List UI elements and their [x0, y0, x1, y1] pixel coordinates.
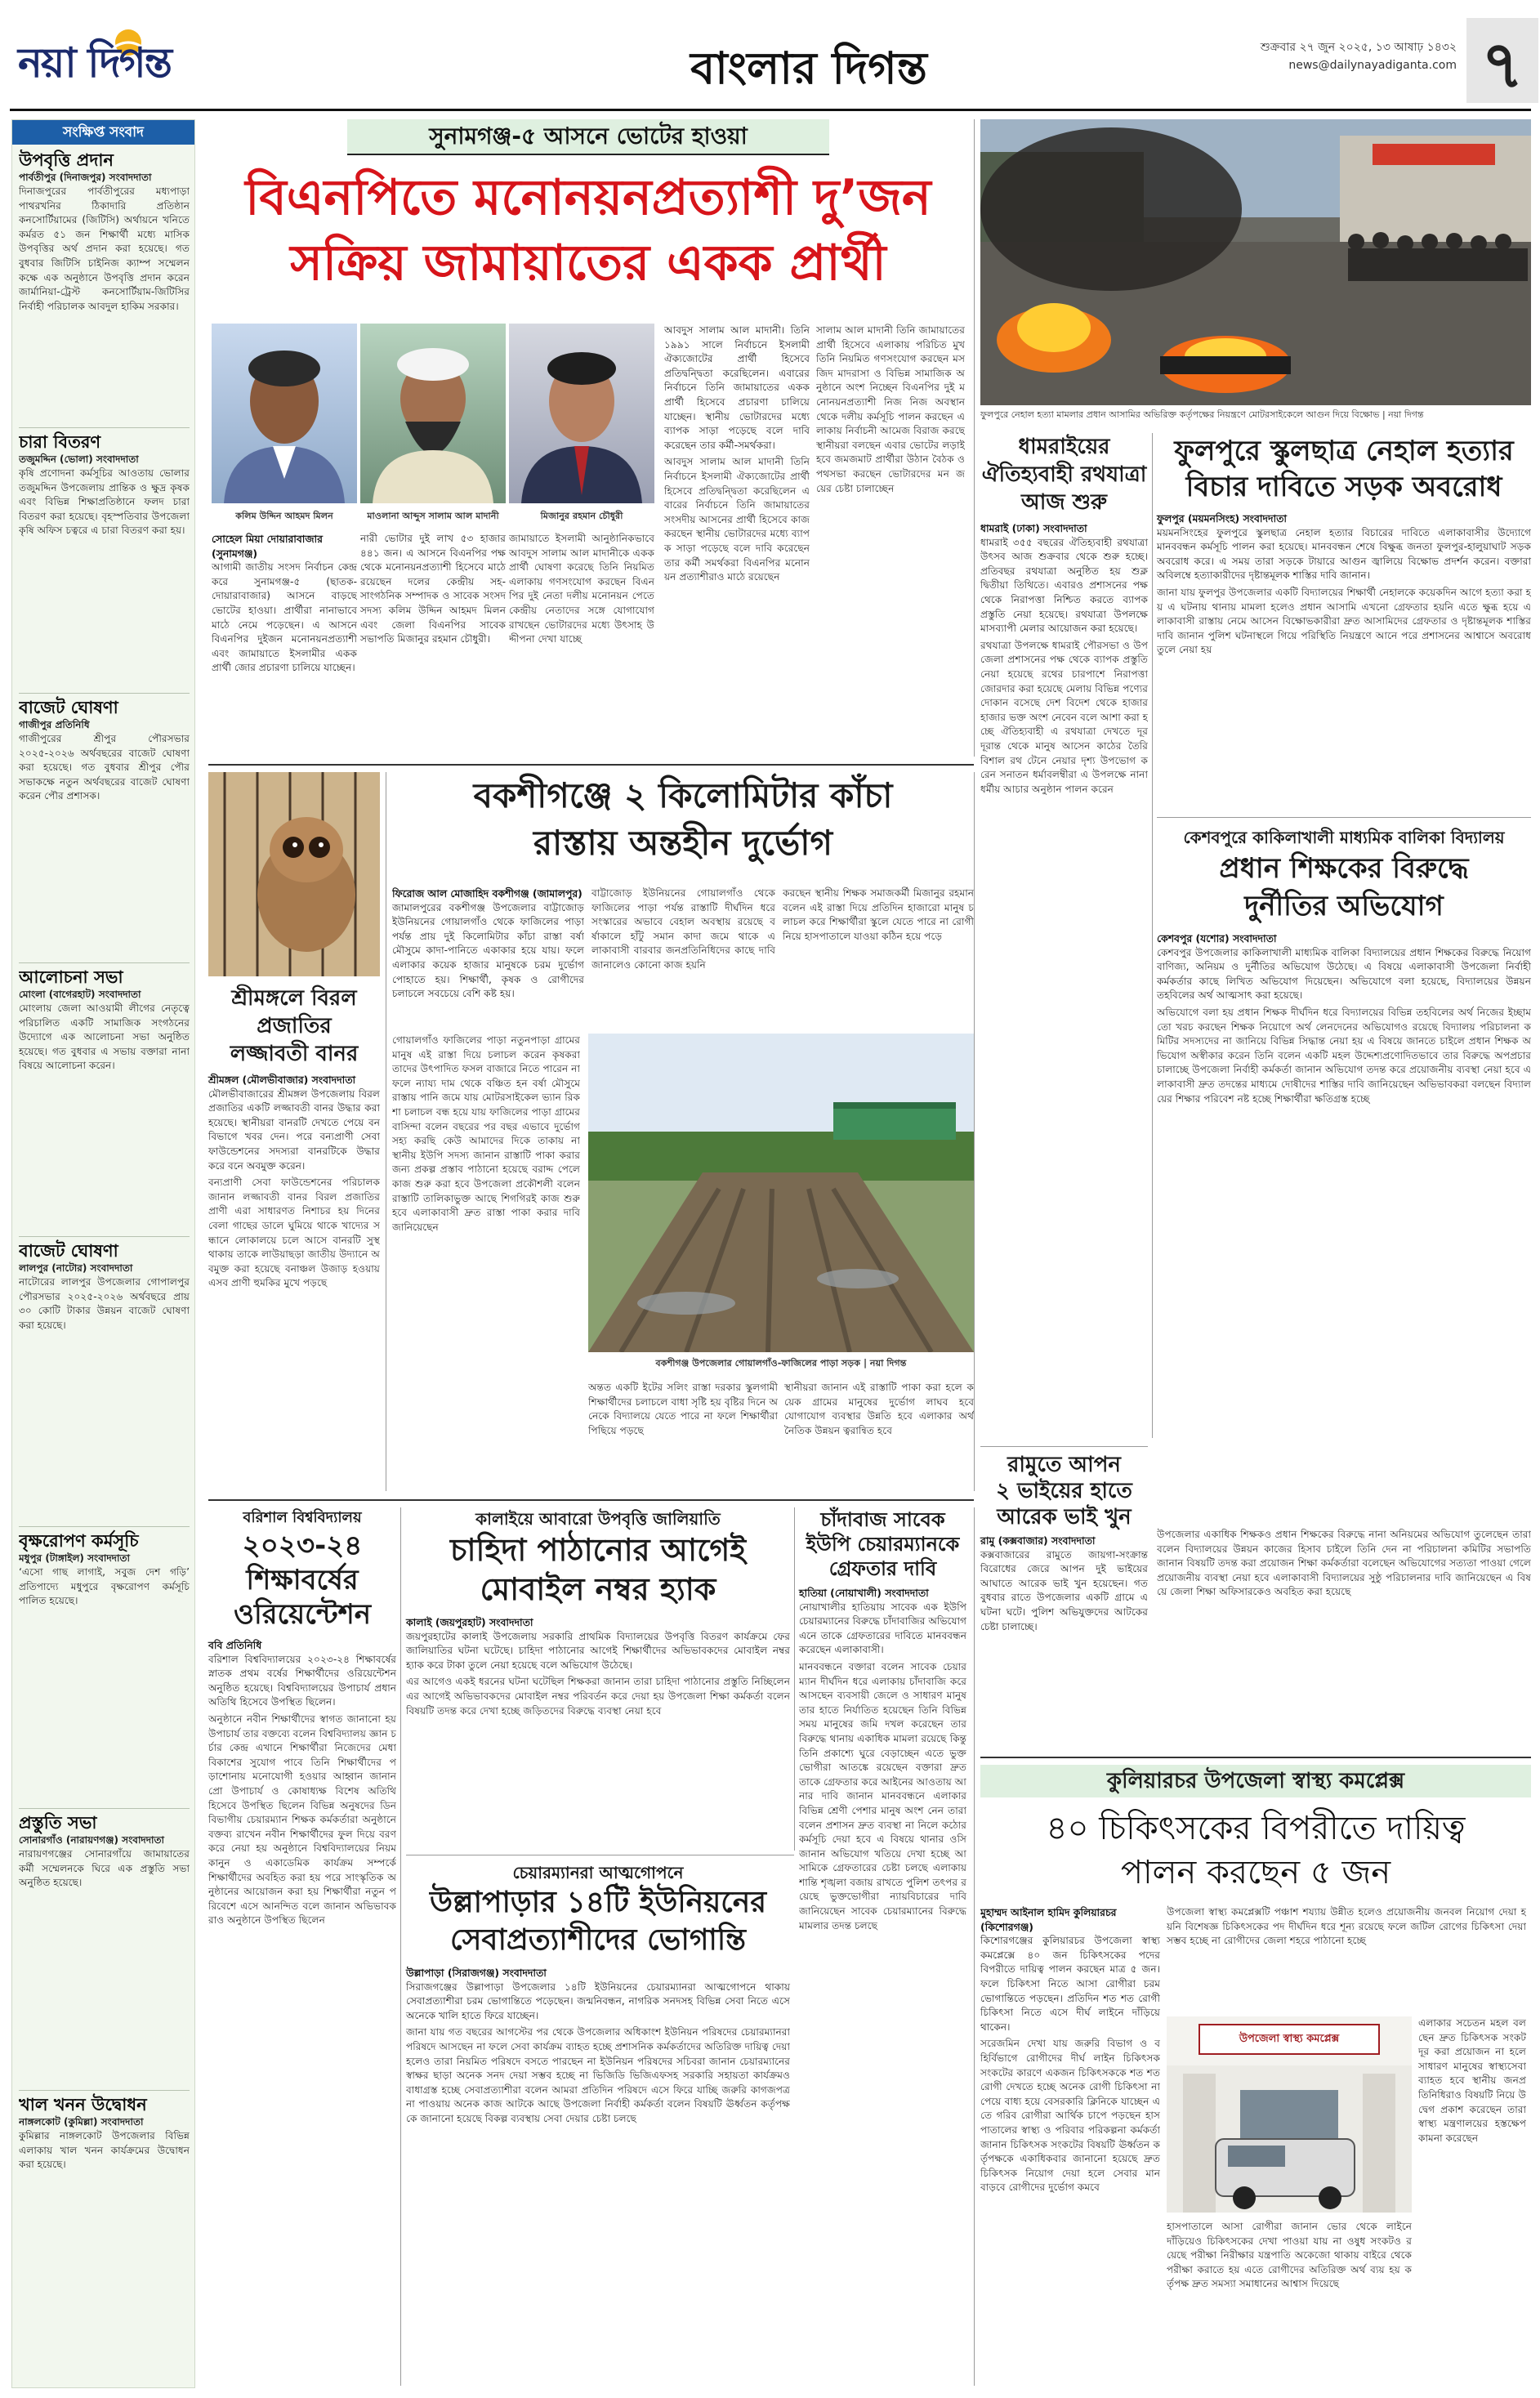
story-filler-text: আবদুস সালাম আল মাদানী তিনি নির্বাচনে ইসলামী ঐক্যজোটের প্রার্থী হিসেবে প্রতিদ্বন্দ্বিতা করেছিলেন এবারের নির্বাচনে তিনি জামায়াতের সংসদীয় আসনের প্রার্থী হিসেবে কাজ করছেন স্থানীয় ভোটারদের মধ্যে ব্যাপক সাড়া পড়েছে বলে দাবি করেছেন তার কর্মী সমর্থকরা বিএনপির মনোনয়ন প্রত্যাশীরাও মাঠে রয়েছেন	[664, 456, 810, 583]
sidebar-item-title: উপবৃত্তি প্রদান	[19, 150, 114, 170]
story-byline: মুহাম্মদ আইনাল হামিদ কুলিয়ারচর (কিশোরগঞ্জ)	[980, 1906, 1117, 1933]
story-barishal-university	[208, 1507, 396, 2386]
email-text: news@dailynayadiganta.com	[1288, 59, 1457, 72]
kicker-banner	[980, 1765, 1531, 1797]
story-filler-text: মানববন্ধনে বক্তারা বলেন সাবেক চেয়ারম্যান দীর্ঘদিন ধরে এলাকায় চাঁদাবাজি করে আসছেন ব্যবসায়ী জেলে ও সাধারণ মানুষ তার হাতে নির্যাতিত হয়েছেন তিনি বিভিন্ন সময় মানুষের জমি দখল করেছেন তার বিরুদ্ধে থানায় একাধিক মামলা রয়েছে কিন্তু তিনি প্রকাশ্যে ঘুরে বেড়াচ্ছেন এতে ভুক্তভোগীরা আতঙ্কে রয়েছেন বক্তারা দ্রুত তাকে গ্রেফতার করে আইনের আওতায় আনার দাবি জানান মানববন্ধনে এলাকার বিভিন্ন শ্রেণী পেশার মানুষ অংশ নেন তারা বলেন প্রশাসন দ্রুত ব্যবস্থা না নিলে কঠোর কর্মসূচি দেয়া হবে এ বিষয়ে থানার ওসি জানান অভিযোগ খতিয়ে দেখা হচ্ছে আসামিকে গ্রেফতারের চেষ্টা চলছে এলাকায় শান্তি শৃঙ্খলা বজায় রাখতে পুলিশ তৎপর রয়েছে ভুক্তভোগীরা ন্যায়বিচারের দাবি জানিয়েছেন সাবেক চেয়ারম্যানের বিরুদ্ধে মামলার তদন্ত চলছে	[799, 1660, 966, 1931]
sidebar-item-byline: মোংলা (বাগেরহাট) সংবাদদাতা	[19, 989, 141, 1000]
kicker-text: কেশবপুরে কাকিলাখালী মাধ্যমিক বালিকা বিদ্যালয়	[1183, 828, 1505, 847]
story-kuliarchar	[980, 1757, 1531, 2387]
portrait-photo	[212, 324, 357, 503]
hospital-sign-text: উপজেলা স্বাস্থ্য কমপ্লেক্স	[1239, 2033, 1340, 2045]
story-text: নারী ভোটার দুই লাখ ৫৩ হাজার ৪৪১ জন। এ আসনে বিএনপির পক্ষ থেকে মনোনয়নপ্রত্যাশী হিসেবে মাঠে রয়েছেন দলের কেন্দ্রীয় সহ-সাংগঠনিক সম্পাদক ও সাবেক সংসদ সদস্য কলিম উদ্দিন আহমদ মিলন এবং জেলা বিএনপির সাবেক সভাপতি মিজানুর রহমান চৌধুরী।	[360, 533, 506, 645]
photo-caption: বকশীগঞ্জ উপজেলার গোয়ালগাঁও-ফাজিলের পাড়া সড়ক | নয়া দিগন্ত	[655, 1358, 907, 1369]
story-text: মৌলভীবাজারের শ্রীমঙ্গল উপজেলায় বিরল প্রজাতির একটি লজ্জাবতী বানর উদ্ধার করা হয়েছে। স্থানীয়রা বানরটি দেখতে পেয়ে বন বিভাগে খবর দেন। পরে বন্যপ্রাণী সেবা ফাউন্ডেশনের সদস্যরা বানরটিকে উদ্ধার করে বনে অবমুক্ত করেন।	[208, 1087, 380, 1172]
story-column	[1167, 1905, 1526, 2012]
story-filler-text: বাট্টাজোড় ইউনিয়নের গোয়ালগাঁও থেকে ফাজিলের পাড়া পর্যন্ত রাস্তাটি দীর্ঘদিন ধরে সংস্কারের অভাবে বেহাল অবস্থায় রয়েছে বর্ষাকালে হাঁটু সমান কাদা জমে থাকে এলাকাবাসী বারবার জনপ্রতিনিধিদের কাছে দাবি জানালেও কোনো কাজ হয়নি	[591, 887, 775, 971]
story-column	[1418, 2016, 1526, 2384]
kicker-text: বরিশাল বিশ্ববিদ্যালয়	[243, 1509, 362, 1526]
sidebar-item-byline: নাঙ্গলকোট (কুমিল্লা) সংবাদদাতা	[19, 2116, 144, 2128]
headline-line-1: ফুলপুরে স্কুলছাত্র নেহাল হত্যার	[1174, 435, 1514, 467]
sidebar-item	[19, 150, 190, 427]
story-ramu	[980, 1446, 1148, 1749]
column-rule	[1152, 433, 1153, 1438]
headline-line-1: প্রধান শিক্ষকের বিরুদ্ধে	[1219, 852, 1469, 885]
story-column	[509, 532, 654, 752]
story-text: আবদুস সালাম আল মাদানী। তিনি ১৯৯১ সালে নির্বাচনে ইসলামী ঐক্যজোটের প্রার্থী হিসেবে প্রতিদ্বন্দ্বিতা করেছিলেন। এবারের নির্বাচনে তিনি জামায়াতের একক প্রার্থী হিসেবে প্রচারণা চালিয়ে যাচ্ছেন। স্থানীয় ভোটারদের মধ্যে ব্যাপক সাড়া পড়েছে বলে দাবি করেছেন তার কর্মী-সমর্থকরা।	[664, 324, 810, 451]
sidebar-item-text: কৃষি প্রণোদনা কর্মসূচির আওতায় ভোলার তজুমদ্দিন উপজেলায় প্রান্তিক ও ক্ষুদ্র কৃষক এবং বিভিন্ন শিক্ষাপ্রতিষ্ঠানে ফলদ চারা বিতরণ করা হয়েছে। বৃহস্পতিবার উপজেলা কৃষি অফিস চত্বরে এ চারা বিতরণ করা হয়।	[19, 467, 190, 537]
sidebar-item-byline: গাজীপুর প্রতিনিধি	[19, 719, 90, 730]
sidebar-item	[19, 1808, 190, 2090]
headline-line-2: বিচার দাবিতে সড়ক অবরোধ	[1185, 471, 1502, 503]
story-filler-text: বন্যপ্রাণী সেবা ফাউন্ডেশনের পরিচালক জানান লজ্জাবতী বানর বিরল প্রজাতির প্রাণী এরা সাধারণত নিশাচর হয় দিনের বেলা গাছের ডালে ঘুমিয়ে থাকে খাদ্যের সন্ধানে লোকালয়ে চলে আসে বানরটি সুস্থ থাকায় তাকে লাউয়াছড়া জাতীয় উদ্যানে অবমুক্ত করা হয়েছে বনাঞ্চল উজাড় হওয়ায় এসব প্রাণী হুমকির মুখে পড়ছে	[208, 1177, 380, 1289]
column-rule	[400, 1507, 401, 2386]
column-rule	[974, 1507, 975, 2386]
story-byline: শ্রীমঙ্গল (মৌলভীবাজার) সংবাদদাতা	[208, 1074, 356, 1086]
story-column	[392, 886, 584, 1025]
news-photo-fire	[980, 119, 1531, 405]
sidebar-item-byline: লালপুর (নাটোর) সংবাদদাতা	[19, 1262, 133, 1274]
headline-line-1: চাঁদাবাজ সাবেক	[820, 1508, 945, 1531]
masthead-rule	[10, 109, 1531, 111]
headline-line-3: গ্রেফতার দাবি	[828, 1557, 937, 1580]
story-filler-text: করছেন স্থানীয় শিক্ষক সমাজকর্মী মিজানুর রহমান বলেন এই রাস্তা দিয়ে প্রতিদিন হাজারো মানুষ চলাচল করে শিক্ষার্থীরা স্কুলে যেতে পারে না রোগী নিয়ে হাসপাতালে যাওয়া কঠিন হয়ে পড়ে	[783, 887, 974, 942]
story-sunamganj	[208, 119, 968, 757]
story-filler-text: জামায়াতে ইসলামী আনুষ্ঠানিকভাবে আবদুস সালাম আল মাদানীকে একক প্রার্থী ঘোষণা করেছে তিনি নিয়মিত এলাকায় গণসংযোগ করছেন বিএনপির দুই নেতা দলীয় মনোনয়ন পেতে কেন্দ্রীয় নেতাদের সঙ্গে যোগাযোগ রাখছেন ভোটারদের মধ্যে উৎসাহ উদ্দীপনা দেখা যাচ্ছে	[509, 533, 654, 645]
kicker-text: সুনামগঞ্জ-৫ আসনে ভোটের হাওয়া	[429, 123, 748, 150]
story-filler-text: উপজেলা স্বাস্থ্য কমপ্লেক্সটি পঞ্চাশ শয্যায় উন্নীত হলেও প্রয়োজনীয় জনবল নিয়োগ দেয়া হয়নি বিশেষজ্ঞ চিকিৎসকের পদ দীর্ঘদিন ধরে শূন্য রয়েছে ফলে জটিল রোগের চিকিৎসা দেয়া সম্ভব হচ্ছে না রোগীদের জেলা শহরে পাঠানো হচ্ছে	[1167, 1906, 1526, 1947]
story-separator	[1157, 817, 1531, 818]
story-filler-text: এর আগেও একই ধরনের ঘটনা ঘটেছিল শিক্ষকরা জানান তারা চাহিদা পাঠানোর প্রস্তুতি নিচ্ছিলেন এর আগেই অভিভাবকদের মোবাইল নম্বর পরিবর্তন করে দেয়া হয় উপজেলা শিক্ষা কর্মকর্তা বলেন বিষয়টি তদন্ত করে দেখা হচ্ছে জড়িতদের বিরুদ্ধে ব্যবস্থা নেয়া হবে	[406, 1676, 790, 1717]
story-column	[1157, 1528, 1531, 1748]
news-photo-hospital	[1167, 2016, 1412, 2213]
story-srimangal	[208, 985, 380, 1491]
headline-line-1: ২০২৩-২৪	[242, 1529, 363, 1562]
headline-line-2: ২ ভাইয়ের হাতে	[996, 1479, 1132, 1503]
story-column	[816, 324, 965, 748]
story-text: ময়মনসিংহের ফুলপুরে স্কুলছাত্র নেহাল হত্যার বিচারের দাবিতে এলাকাবাসীর উদ্যোগে মানববন্ধন কর্মসূচি পালন করা হয়েছে। মানববন্ধন শেষে বিক্ষুব্ধ জনতা ফুলপুর-হালুয়াঘাট সড়ক অবরোধ করে। এ সময় তারা সড়কে টায়ারে আগুন জ্বালিয়ে বিক্ষোভ প্রদর্শন করেন। বক্তারা অবিলম্বে হত্যাকারীদের দৃষ্টান্তমূলক শাস্তির দাবি জানান।	[1157, 526, 1531, 582]
story-text: কেশবপুর উপজেলার কাকিলাখালী মাধ্যমিক বালিকা বিদ্যালয়ের প্রধান শিক্ষকের বিরুদ্ধে নিয়োগ বাণিজ্য, অনিয়ম ও দুর্নীতির অভিযোগ উঠেছে। এ বিষয়ে এলাকাবাসী উপজেলা নির্বাহী কর্মকর্তার কাছে লিখিত অভিযোগ দিয়েছেন। অভিযোগে বলা হয়েছে, বিদ্যালয়ের উন্নয়ন তহবিলের অর্থ আত্মসাৎ করা হয়েছে।	[1157, 946, 1531, 1002]
sidebar-item-title: খাল খনন উদ্বোধন	[19, 2095, 147, 2114]
sidebar-item-title: চারা বিতরণ	[19, 432, 101, 452]
story-byline: রামু (কক্সবাজার) সংবাদদাতা	[980, 1534, 1096, 1547]
story-filler-text: রথযাত্রা উপলক্ষে ধামরাই পৌরসভা ও উপজেলা প্রশাসনের পক্ষ থেকে ব্যাপক প্রস্তুতি নেয়া হয়েছে রথের চারপাশে নিরাপত্তা জোরদার করা হয়েছে মেলায় বিভিন্ন পণ্যের দোকান বসেছে দেশ বিদেশ থেকে হাজার হাজার ভক্ত অংশ নেবেন বলে আশা করা হচ্ছে ঐতিহ্যবাহী এ রথযাত্রা দেখতে দূর দূরান্ত থেকে মানুষ আসেন কাঠের তৈরি বিশাল রথ টেনে নেয়ার দৃশ্য উপভোগ করেন সনাতন ধর্মাবলম্বীরা এ উপলক্ষে নানা ধর্মীয় আচার অনুষ্ঠান পালন করেন	[980, 639, 1148, 795]
masthead	[0, 0, 1540, 110]
sidebar-item-text: দিনাজপুরের পার্বতীপুরের মধ্যপাড়া পাথরখনির ঠিকাদারি প্রতিষ্ঠান কনসোর্টিয়ামের (জিটিসি) অর্থায়নে খনিতে কর্মরত ৫১ জন শিক্ষার্থী মধ্যে মাসিক উপবৃত্তির অর্থ প্রদান করা হয়েছে। গত বুধবার জিটিসি চাইনিজ ক্যাম্প সম্মেলন কক্ষে এক অনুষ্ঠানে উপবৃত্তি প্রদান করেন জার্মানিয়া-ট্রেস্ট কনসোর্টিয়াম-জিটিসির নির্বাহী পরিচালক আবদুল হাকিম সরকার।	[19, 185, 190, 312]
story-byline: কেশবপুর (যশোর) সংবাদদাতা	[1157, 932, 1277, 944]
story-dhamrai	[980, 433, 1148, 1438]
section-rule	[208, 1499, 974, 1501]
story-filler-text: সালাম আল মাদানী তিনি জামায়াতের প্রার্থী হিসেবে এলাকায় পরিচিত মুখ তিনি নিয়মিত গণসংযোগ করছেন মসজিদ মাদরাসা ও বিভিন্ন সামাজিক অনুষ্ঠানে অংশ নিচ্ছেন বিএনপির দুই মনোনয়নপ্রত্যাশী নিজ নিজ অবস্থান থেকে দলীয় কর্মসূচি পালন করছেন এলাকায় নির্বাচনী আমেজ বিরাজ করছে স্থানীয়রা বলছেন এবার ভোটের লড়াই হবে জমজমাট প্রার্থীরা উঠান বৈঠক ও পথসভা করছেন ভোটারদের মন জয়ের চেষ্টা চালাচ্ছেন	[816, 324, 965, 494]
sidebar-item-text: নাটোরের লালপুর উপজেলার গোপালপুর পৌরসভার ২০২৫-২০২৬ অর্থবছরে প্রায় ৩০ কোটি টাকার উন্নয়ন বাজেট ঘোষণা করা হয়েছে।	[19, 1276, 190, 1331]
headline-line-2: পালন করছেন ৫ জন	[1120, 1854, 1391, 1891]
story-filler-text: এলাকার সচেতন মহল বলছেন দ্রুত চিকিৎসক সংকট দূর করা প্রয়োজন না হলে সাধারণ মানুষের স্বাস্থ্যসেবা ব্যাহত হবে স্থানীয় জনপ্রতিনিধিরাও বিষয়টি নিয়ে উদ্বেগ প্রকাশ করেছেন তারা স্বাস্থ্য মন্ত্রণালয়ের হস্তক্ষেপ কামনা করেছেন	[1418, 2017, 1526, 2144]
story-column	[664, 324, 810, 748]
logo-text: নয়া দিগন্ত	[18, 38, 172, 87]
kicker-text: কালাইয়ে আবারো উপবৃত্তি জালিয়াতি	[475, 1509, 721, 1529]
story-keshabpur	[1157, 825, 1531, 1520]
story-byline: ফিরোজ আল মোজাহিদ বকশীগঞ্জ (জামালপুর)	[392, 887, 583, 900]
portrait-photo	[509, 324, 654, 503]
kicker-text: চেয়ারম্যানরা আত্মগোপনে	[512, 1863, 684, 1882]
story-column	[360, 532, 506, 752]
page-number: ৭	[1480, 27, 1524, 103]
story-column	[783, 886, 974, 1025]
story-column	[784, 1381, 974, 1487]
sidebar-item-byline: তজুমদ্দিন (ভোলা) সংবাদদাতা	[19, 453, 139, 465]
story-text: কিশোরগঞ্জের কুলিয়ারচর উপজেলা স্বাস্থ্য কমপ্লেক্সে ৪০ জন চিকিৎসকের পদের বিপরীতে দায়িত্ব পালন করছেন মাত্র ৫ জন। ফলে চিকিৎসা নিতে আসা রোগীরা চরম ভোগান্তিতে পড়ছেন। প্রতিদিন শত শত রোগী চিকিৎসা নিতে এসে দীর্ঘ লাইনে দাঁড়িয়ে থাকেন।	[980, 1935, 1160, 2033]
story-filler-text: অভিযোগে বলা হয় প্রধান শিক্ষক দীর্ঘদিন ধরে বিদ্যালয়ের বিভিন্ন তহবিলের অর্থ নিজের ইচ্ছামতো খরচ করছেন শিক্ষক নিয়োগে অর্থ লেনদেনের অভিযোগও রয়েছে বিদ্যালয় পরিচালনা কমিটির সদস্যদের না জানিয়ে বিভিন্ন সিদ্ধান্ত নেয়া হয় এ বিষয়ে জানতে চাইলে প্রধান শিক্ষক অভিযোগ অস্বীকার করেন তিনি বলেন একটি মহল উদ্দেশ্যপ্রণোদিতভাবে তার বিরুদ্ধে অপপ্রচার চালাচ্ছে উপজেলা নির্বাহী কর্মকর্তা জানান অভিযোগ তদন্ত করে প্রয়োজনীয় ব্যবস্থা নেয়া হবে এলাকাবাসী দ্রুত তদন্তের মাধ্যমে দোষীদের শাস্তির দাবি জানিয়েছেন অভিভাবকরা বলছেন বিদ্যালয়ের শিক্ষার পরিবেশ নষ্ট হচ্ছে শিক্ষার্থীরা ক্ষতিগ্রস্ত হচ্ছে	[1157, 1006, 1531, 1105]
story-text: নোয়াখালীর হাতিয়ায় সাবেক এক ইউপি চেয়ারম্যানের বিরুদ্ধে চাঁদাবাজির অভিযোগ এনে তাকে গ্রেফতারের দাবিতে মানববন্ধন করেছেন এলাকাবাসী।	[799, 1601, 966, 1656]
story-filler-text: অন্তত একটি ইটের সলিং রাস্তা দরকার স্কুলগামী শিক্ষার্থীদের চলাচলে বাধা সৃষ্টি হয় বৃষ্টির দিনে অনেকে বিদ্যালয়ে যেতে পারে না ফলে শিক্ষার্থীরা পিছিয়ে পড়ছে	[588, 1382, 778, 1436]
story-column	[591, 886, 775, 1025]
story-filler-text: অনুষ্ঠানে নবীন শিক্ষার্থীদের স্বাগত জানানো হয় উপাচার্য তার বক্তব্যে বলেন বিশ্ববিদ্যালয় জ্ঞান চর্চার কেন্দ্র এখানে শিক্ষার্থীরা নিজেদের মেধা বিকাশের সুযোগ পাবে তিনি শিক্ষার্থীদের পড়াশোনায় মনোযোগী হওয়ার আহ্বান জানান প্রো উপাচার্য ও কোষাধ্যক্ষ বিশেষ অতিথি হিসেবে উপস্থিত ছিলেন বিভিন্ন অনুষদের ডিন বিভাগীয় চেয়ারম্যান শিক্ষক কর্মকর্তারা অনুষ্ঠানে বক্তব্য রাখেন নবীন শিক্ষার্থীদের ফুল দিয়ে বরণ করে নেয়া হয় অনুষ্ঠানে বিশ্ববিদ্যালয়ের নিয়মকানুন ও একাডেমিক কার্যক্রম সম্পর্কে শিক্ষার্থীদের অবহিত করা হয় পরে সাংস্কৃতিক অনুষ্ঠানের আয়োজন করা হয় শিক্ষার্থীরা নতুন পরিবেশে এসে আনন্দিত বলে জানান অভিভাবকরাও অনুষ্ঠানে উপস্থিত ছিলেন	[208, 1713, 396, 1927]
kicker-text: কুলিয়ারচর উপজেলা স্বাস্থ্য কমপ্লেক্স	[1106, 1769, 1405, 1793]
story-byline: ধামরাই (ঢাকা) সংবাদদাতা	[980, 522, 1087, 534]
sidebar-item-text: নারায়ণগঞ্জের সোনারগাঁয়ে জামায়াতের কর্মী সম্মেলনকে ঘিরে এক প্রস্তুতি সভা অনুষ্ঠিত হয়েছে।	[19, 1848, 190, 1889]
story-byline: ফুলপুর (ময়মনসিংহ) সংবাদদাতা	[1157, 512, 1288, 525]
sidebar-item	[19, 1236, 190, 1526]
story-filler-text: গোয়ালগাঁও ফাজিলের পাড়া নতুনপাড়া গ্রামের মানুষ এই রাস্তা দিয়ে চলাচল করেন কৃষকরা তাদের উৎপাদিত ফসল বাজারে নিতে পারেন না ফলে ন্যায্য দাম থেকে বঞ্চিত হন বর্ষা মৌসুমে রাস্তায় পানি জমে যায় মোটরসাইকেল ভ্যান রিকশা চলাচল বন্ধ হয়ে যায় ফাজিলের পাড়া গ্রামের বাসিন্দা বলেন বছরের পর বছর এভাবে দুর্ভোগ সহ্য করছি কেউ আমাদের দিকে তাকায় না স্থানীয় ইউপি সদস্য জানান রাস্তাটি পাকা করার জন্য প্রকল্প প্রস্তাব পাঠানো হয়েছে বরাদ্দ পেলে কাজ শুরু করা হবে উপজেলা প্রকৌশলী বলেন রাস্তাটি তালিকাভুক্ত আছে শিগগিরই কাজ শুরু হবে এলাকাবাসী দ্রুত রাস্তা পাকা করার দাবি জানিয়েছেন	[392, 1034, 580, 1233]
story-text: ধামরাই ৩৫৫ বছরের ঐতিহ্যবাহী রথযাত্রা উৎসব আজ শুক্রবার থেকে শুরু হচ্ছে। প্রতিবছর রথযাত্রা অনুষ্ঠিত হয় শুক্ল দ্বিতীয়া তিথিতে। এবারও প্রশাসনের পক্ষ থেকে নিরাপত্তা নিশ্চিত করতে ব্যাপক প্রস্তুতি নেয়া হয়েছে। রথযাত্রা উপলক্ষে মাসব্যাপী মেলার আয়োজন করা হয়েছে।	[980, 536, 1148, 635]
sidebar-item-title: আলোচনা সভা	[19, 967, 123, 987]
logo	[18, 25, 263, 87]
portrait-caption: কলিম উদ্দিন আহমদ মিলন	[235, 511, 333, 521]
headline-line-1: উল্লাপাড়ার ১৪টি ইউনিয়নের	[429, 1886, 767, 1919]
story-kalai	[406, 1507, 790, 1851]
headline-line-3: লজ্জাবতী বানর	[230, 1042, 359, 1066]
story-text: সিরাজগঞ্জের উল্লাপাড়া উপজেলার ১৪টি ইউনিয়নের চেয়ারম্যানরা আত্মগোপনে থাকায় সেবাপ্রত্যাশীরা চরম ভোগান্তিতে পড়েছেন। জন্মনিবন্ধন, নাগরিক সনদসহ বিভিন্ন সেবা নিতে এসে অনেকে খালি হাতে ফিরে যাচ্ছেন।	[406, 1980, 790, 2021]
story-filler-text: স্থানীয়রা জানান এই রাস্তাটি পাকা করা হলে কয়েক গ্রামের মানুষের দুর্ভোগ লাঘব হবে যোগাযোগ ব্যবস্থার উন্নতি হবে এলাকার অর্থনৈতিক উন্নয়ন ত্বরান্বিত হবে	[784, 1382, 974, 1436]
headline-line-1: বকশীগঞ্জে ২ কিলোমিটার কাঁচা	[473, 775, 893, 815]
headline-line-2: ঐতিহ্যবাহী রথযাত্রা	[981, 462, 1147, 487]
sidebar-item-title: প্রস্তুতি সভা	[19, 1813, 97, 1833]
headline-line-2: প্রজাতির	[257, 1014, 332, 1038]
story-column	[588, 1381, 778, 1487]
story-byline: উল্লাপাড়া (সিরাজগঞ্জ) সংবাদদাতা	[406, 1967, 547, 1979]
story-filler-text: উপজেলার একাধিক শিক্ষকও প্রধান শিক্ষকের বিরুদ্ধে নানা অনিয়মের অভিযোগ তুলেছেন তারা বলেন বিদ্যালয়ের উন্নয়ন কাজের হিসাব চাইলে তিনি দেন না পরিচালনা কমিটির সভাপতি জানান বিষয়টি তদন্ত করা প্রয়োজন শিক্ষা কর্মকর্তারা বলেছেন অভিযোগের সত্যতা পাওয়া গেলে প্রয়োজনীয় ব্যবস্থা নেয়া হবে এলাকাবাসী বিদ্যালয়ের সুষ্ঠু পরিচালনার দাবি জানিয়েছেন এ বিষয়ে জেলা শিক্ষা অফিসারকেও অবহিত করা হয়েছে	[1157, 1529, 1531, 1598]
sidebar-item-byline: সোনারগাঁও (নারায়ণগঞ্জ) সংবাদদাতা	[19, 1834, 165, 1846]
story-text: আগামী জাতীয় সংসদ নির্বাচন কেন্দ্র করে সুনামগঞ্জ-৫ (ছাতক-দোয়ারাবাজার) আসনে বাড়ছে ভোটের হাওয়া। প্রার্থীরা নানাভাবে মাঠে নেমে পড়েছেন। এ আসনে বিএনপির দুইজন মনোনয়নপ্রত্যাশী এবং জামায়াতে ইসলামীর একক প্রার্থী জোর প্রচারণা চালিয়ে যাচ্ছেন।	[212, 561, 357, 674]
story-column	[980, 1905, 1160, 2383]
headline-line-2: শিক্ষাবর্ষের	[246, 1564, 359, 1596]
story-byline: সোহেল মিয়া দোয়ারাবাজার (সুনামগঞ্জ)	[212, 533, 323, 560]
story-hatiya	[799, 1507, 966, 2386]
story-column	[392, 1034, 580, 1487]
headline-line-1: রামুতে আপন	[1007, 1453, 1121, 1477]
story-ullapara	[406, 1861, 790, 2384]
story-column	[1167, 2220, 1412, 2383]
story-column	[212, 532, 357, 752]
headline-line-3: আজ শুরু	[1021, 490, 1107, 515]
section-rule	[208, 764, 974, 766]
headline-line-1: বিএনপিতে মনোনয়নপ্রত্যাশী দু’জন	[245, 169, 931, 226]
sidebar-item	[19, 693, 190, 962]
sidebar-item-title: বাজেট ঘোষণা	[19, 1241, 118, 1261]
story-phulpur	[1157, 433, 1531, 809]
portrait-photo	[360, 324, 506, 503]
story-byline: ববি প্রতিনিধি	[208, 1639, 262, 1651]
sidebar-item-text: মোংলায় জেলা আওয়ামী লীগের নেতৃত্বে পরিচালিত একটি সামাজিক সংগঠনের উদ্যোগে এক আলোচনা সভা অনুষ্ঠিত হয়েছে। গত বুধবার এ সভায় বক্তারা নানা বিষয়ে আলোচনা করেন।	[19, 1003, 190, 1072]
story-text: জয়পুরহাটের কালাই উপজেলায় সরকারি প্রাথমিক বিদ্যালয়ের উপবৃত্তি বিতরণ কার্যক্রমে ফের জালিয়াতির ঘটনা ঘটেছে। চাহিদা পাঠানোর আগেই শিক্ষার্থীদের অভিভাবকদের মোবাইল নম্বর হ্যাক করে টাকা তুলে নেয়া হয়েছে বলে অভিযোগ উঠেছে।	[406, 1630, 790, 1671]
sidebar-item	[19, 962, 190, 1236]
sidebar-item-byline: মধুপুর (টাঙ্গাইল) সংবাদদাতা	[19, 1552, 130, 1564]
section-title: বাংলার দিগন্ত	[690, 42, 927, 94]
headline-line-3: ওরিয়েন্টেশন	[234, 1598, 371, 1631]
headline-line-2: সেবাপ্রত্যাশীদের ভোগান্তি	[450, 1923, 746, 1957]
sidebar-item-byline: পার্বতীপুর (দিনাজপুর) সংবাদদাতা	[19, 172, 152, 183]
headline-line-2: মোবাইল নম্বর হ্যাক	[480, 1571, 716, 1607]
portrait-caption: মাওলানা আব্দুস সালাম আল মাদানী	[367, 511, 499, 521]
sidebar	[11, 119, 195, 2388]
photo-caption: ফুলপুরে নেহাল হত্যা মামলার প্রধান আসামির অভিরিক্ত কর্তৃপক্ষের নিয়ন্ত্রণে মোটরসাইকেলে আগুন দিয়ে বিক্ষোভ | নয়া দিগন্ত	[980, 409, 1424, 420]
story-filler-text: জানা যায় ফুলপুর উপজেলার একটি বিদ্যালয়ের শিক্ষার্থী নেহালকে কয়েকদিন আগে হত্যা করা হয় এ ঘটনায় থানায় মামলা হলেও প্রধান আসামি এখনো গ্রেফতার হয়নি এতে ক্ষুব্ধ হয়ে এলাকাবাসী রাস্তায় নেমে আসেন বিক্ষোভকারীরা দ্রুত আসামিদের গ্রেফতার ও দৃষ্টান্তমূলক শাস্তির দাবি জানান পুলিশ ঘটনাস্থলে গিয়ে পরিস্থিতি নিয়ন্ত্রণে আনে পরে প্রশাসনের আশ্বাসে অবরোধ তুলে নেয়া হয়	[1157, 586, 1531, 656]
sidebar-item-title: বৃক্ষরোপণ কর্মসূচি	[19, 1531, 139, 1551]
column-rule	[794, 1507, 795, 1851]
sidebar-item-title: বাজেট ঘোষণা	[19, 698, 118, 717]
headline-line-1: শ্রীমঙ্গলে বিরল	[231, 986, 357, 1011]
story-filler-text: সরেজমিন দেখা যায় জরুরি বিভাগ ও বহির্বিভাগে রোগীদের দীর্ঘ লাইন চিকিৎসক সংকটের কারণে একজন চিকিৎসককে শত শত রোগী দেখতে হচ্ছে অনেক রোগী চিকিৎসা না পেয়ে বাধ্য হয়ে বেসরকারি ক্লিনিকে যাচ্ছেন এতে গরিব রোগীরা আর্থিক চাপে পড়ছেন হাসপাতালের স্বাস্থ্য ও পরিবার পরিকল্পনা কর্মকর্তা জানান চিকিৎসক সংকটের বিষয়টি ঊর্ধ্বতন কর্তৃপক্ষকে একাধিকবার জানানো হয়েছে দ্রুত চিকিৎসক নিয়োগ দেয়া হলে সেবার মান বাড়বে রোগীদের দুর্ভোগ কমবে	[980, 2038, 1160, 2194]
story-bakshiganj	[392, 772, 974, 1491]
sidebar-item-text: গাজীপুরের শ্রীপুর পৌরসভার ২০২৫-২০২৬ অর্থবছরের বাজেট ঘোষণা করা হয়েছে। গত বুধবার শ্রীপুর পৌর সভাকক্ষে নতুন অর্থবছরের বাজেট ঘোষণা করেন পৌর প্রশাসক।	[19, 733, 190, 802]
headline-line-2: সক্রিয় জামায়াতের একক প্রার্থী	[290, 234, 886, 292]
news-photo-loris	[208, 772, 380, 976]
date-line: শুক্রবার ২৭ জুন ২০২৫, ১৩ আষাঢ় ১৪৩২	[1260, 41, 1457, 54]
story-text: কক্সবাজারের রামুতে জায়গা-সংক্রান্ত বিরোধের জেরে আপন দুই ভাইয়ের আঘাতে আরেক ভাই খুন হয়েছেন। গত বুধবার রাতে উপজেলার একটি গ্রামে এ ঘটনা ঘটে। পুলিশ অভিযুক্তদের আটকের চেষ্টা চালাচ্ছে।	[980, 1548, 1148, 1632]
headline-line-3: আরেক ভাই খুন	[997, 1505, 1132, 1529]
sidebar-header: সংক্ষিপ্ত সংবাদ	[12, 120, 194, 145]
sidebar-item	[19, 427, 190, 693]
headline-line-2: রাস্তায় অন্তহীন দুর্ভোগ	[533, 823, 833, 863]
story-text: বরিশাল বিশ্ববিদ্যালয়ের ২০২৩-২৪ শিক্ষাবর্ষের স্নাতক প্রথম বর্ষের শিক্ষার্থীদের ওরিয়েন্টেশন অনুষ্ঠিত হয়েছে। বিশ্ববিদ্যালয়ের উপাচার্য প্রধান অতিথি হিসেবে উপস্থিত ছিলেন।	[208, 1653, 396, 1708]
story-filler-text: জানা যায় গত বছরের আগস্টের পর থেকে উপজেলার অধিকাংশ ইউনিয়ন পরিষদের চেয়ারম্যানরা পরিষদে আসছেন না ফলে সেবা কার্যক্রম ব্যাহত হচ্ছে প্রশাসনিক কর্মকর্তাদের অতিরিক্ত দায়িত্ব দেয়া হলেও তারা নিয়মিত পরিষদে বসতে পারছেন না ইউনিয়ন পরিষদের সচিবরা জানান চেয়ারম্যানের স্বাক্ষর ছাড়া অনেক সনদ দেয়া সম্ভব হচ্ছে না ভিজিডি ভিজিএফসহ সরকারি সহায়তা কার্যক্রমও বাধাগ্রস্ত হচ্ছে সেবাপ্রত্যাশীরা বলেন আমরা প্রতিদিন পরিষদে এসে ফিরে যাচ্ছি জরুরি কাগজপত্র না পাওয়ায় অনেক কাজ আটকে আছে উপজেলা নির্বাহী কর্মকর্তা বলেন বিষয়টি ঊর্ধ্বতন কর্তৃপক্ষকে জানানো হয়েছে বিকল্প ব্যবস্থায় সেবা দেয়ার চেষ্টা চলছে	[406, 2026, 790, 2124]
headline-line-2: ইউপি চেয়ারম্যানকে	[806, 1533, 960, 1556]
kicker-banner	[347, 119, 829, 155]
column-rule	[974, 119, 975, 757]
headline-line-1: চাহিদা পাঠানোর আগেই	[449, 1532, 747, 1568]
column-rule	[974, 772, 975, 1491]
sidebar-item	[19, 1526, 190, 1808]
portrait-caption: মিজানুর রহমান চৌধুরী	[540, 511, 623, 521]
story-text: জামালপুরের বকশীগঞ্জ উপজেলার বাট্টাজোড় ইউনিয়নের গোয়ালগাঁও থেকে ফাজিলের পাড়া পর্যন্ত প্রায় দুই কিলোমিটার কাঁচা রাস্তা বর্ষা মৌসুমে কাদা-পানিতে একাকার হয়ে যায়। ফলে এলাকার কয়েক হাজার মানুষকে চরম দুর্ভোগ পোহাতে হয়। শিক্ষার্থী, কৃষক ও রোগীদের চলাচলে সবচেয়ে বেশি কষ্ট হয়।	[392, 901, 584, 1000]
sidebar-item	[19, 2090, 190, 2388]
headline-line-1: ৪০ চিকিৎসকের বিপরীতে দায়িত্ব	[1046, 1810, 1466, 1847]
headline-line-2: দুর্নীতির অভিযোগ	[1244, 890, 1444, 922]
sidebar-item-text: কুমিল্লার নাঙ্গলকোট উপজেলার বিভিন্ন এলাকায় খাল খনন কার্যক্রমের উদ্বোধন করা হয়েছে।	[19, 2130, 190, 2171]
news-photo-road	[588, 1034, 974, 1352]
sidebar-item-text: ‘এসো গাছ লাগাই, সবুজ দেশ গড়ি’ প্রতিপাদ্যে মধুপুরে বৃক্ষরোপণ কর্মসূচি পালিত হয়েছে।	[19, 1566, 190, 1607]
story-byline: হাতিয়া (নোয়াখালী) সংবাদদাতা	[799, 1587, 929, 1599]
story-filler-text: হাসপাতালে আসা রোগীরা জানান ভোর থেকে লাইনে দাঁড়িয়েও চিকিৎসকের দেখা পাওয়া যায় না ওষুধ সংকটও রয়েছে পরীক্ষা নিরীক্ষার যন্ত্রপাতি অকেজো থাকায় বাইরে থেকে পরীক্ষা করাতে হয় এতে রোগীদের অতিরিক্ত অর্থ ব্যয় হয় কর্তৃপক্ষ দ্রুত সমস্যা সমাধানের আশ্বাস দিয়েছে	[1167, 2221, 1412, 2290]
headline-line-1: ধামরাইয়ের	[1018, 435, 1110, 459]
story-byline: কালাই (জয়পুরহাট) সংবাদদাতা	[406, 1616, 533, 1628]
